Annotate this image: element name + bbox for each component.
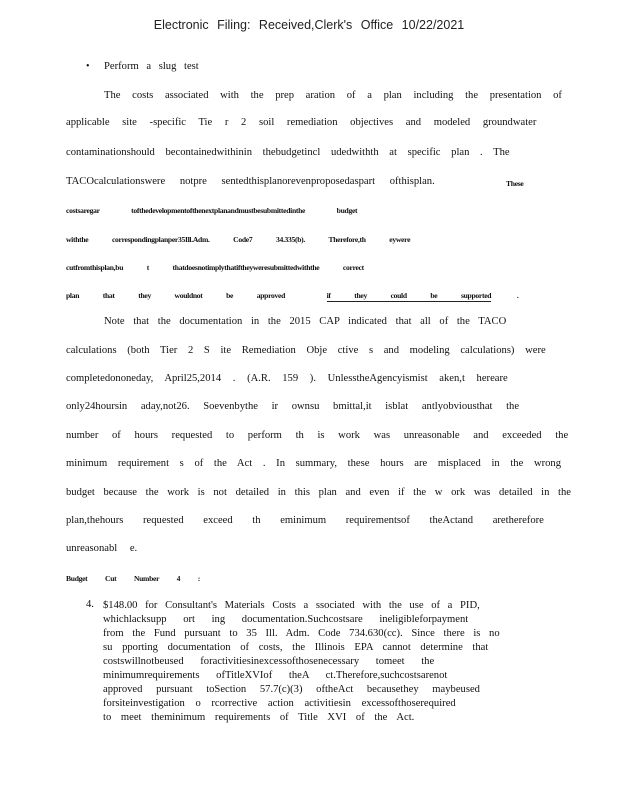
para2-line: unreasonabl e.	[66, 543, 138, 554]
small-block-last-suffix: .	[516, 291, 519, 300]
para2-line: budget because the work is not detailed in this plan and even if the w ork was detailed in the	[66, 487, 571, 498]
item4-line: $148.00 for Consultant's Materials Costs a ssociated with the use of a PID,	[103, 600, 480, 611]
para2-line: only24hoursin aday,not26. Soevenbythe ir ownsu bmittal,it isblat antlyobviousthat the	[66, 401, 520, 412]
small-block-last-line	[66, 289, 518, 303]
para2-line: number of hours requested to perform th is work was unreasonable and exceeded the	[66, 430, 569, 441]
para2-line: plan,thehours requested exceed th eminimum requirementsof theActand aretherefore	[66, 515, 544, 526]
filing-header: Electronic Filing: Received,Clerk's Office 10/22/2021	[153, 18, 465, 32]
para1-line: TACOcalculationswere notpre sentedthisplanorevenproposedaspart ofthisplan.	[66, 176, 435, 187]
para2-line: minimum requirement s of the Act . In summary, these hours are misplaced in the wrong	[66, 458, 562, 469]
small-block-line: cutfromthisplan,bu t thatdoesnotimplythatiftheyweresubmittedwiththe correct	[66, 263, 364, 272]
item4-line: minimumrequirements ofTitleXVIof theA ct.Therefore,suchcostsarenot	[103, 670, 448, 681]
item4-line: from the Fund pursuant to 35 Ill. Adm. Code 734.630(cc). Since there is no	[103, 628, 500, 639]
bullet-text: Perform a slug test	[104, 61, 199, 72]
item4-line: costswillnotbeused foractivitiesinexcessofthosenecessary tomeet the	[103, 656, 435, 667]
budget-cut-heading: Budget Cut Number 4 :	[66, 574, 200, 583]
para1-line: applicable site -specific Tie r 2 soil remediation objectives and modeled groundwater	[66, 117, 537, 128]
para2-line: calculations (both Tier 2 S ite Remediation Obje ctive s and modeling calculations) were	[66, 345, 546, 356]
para2-line: completedononeday, April25,2014 . (A.R. 159 ). UnlesstheAgencyismist aken,t hereare	[66, 373, 508, 384]
item4-line: to meet theminimum requirements of Title XVI of the Act.	[103, 712, 415, 723]
para1-line: The costs associated with the prep aration of a plan including the presentation of	[104, 90, 562, 101]
para1-tail: These	[506, 179, 524, 188]
underlined-phrase: if they could be supported	[326, 291, 492, 300]
small-block-last-prefix: plan that they wouldnot be approved	[66, 291, 285, 300]
small-block-line: withthe correspondingplanper35Ill.Adm. Code7 34.335(b). Therefore,th eywere	[66, 235, 411, 244]
item4-line: forsiteinvestigation o rcorrective action activitiesin excessofthoserequired	[103, 698, 456, 709]
item4-line: approved pursuant toSection 57.7(c)(3) oftheAct becausethey maybeused	[103, 684, 480, 695]
item4-line: whichlacksupp ort ing documentation.Suchcostsare ineligibleforpayment	[103, 614, 469, 625]
para1-line: contaminationshould becontainedwithinin thebudgetincl udedwithth at specific plan . The	[66, 147, 510, 158]
para2-line: Note that the documentation in the 2015 CAP indicated that all of the TACO	[104, 316, 507, 327]
small-block-line: costsaregar tofthedevelopmentofthenextplanandmustbesubmittedinthe budget	[66, 206, 358, 215]
item4-line: su pporting documentation of costs, the Illinois EPA cannot determine that	[103, 642, 489, 653]
bullet-dot: •	[86, 61, 90, 72]
item-number: 4.	[86, 599, 94, 610]
